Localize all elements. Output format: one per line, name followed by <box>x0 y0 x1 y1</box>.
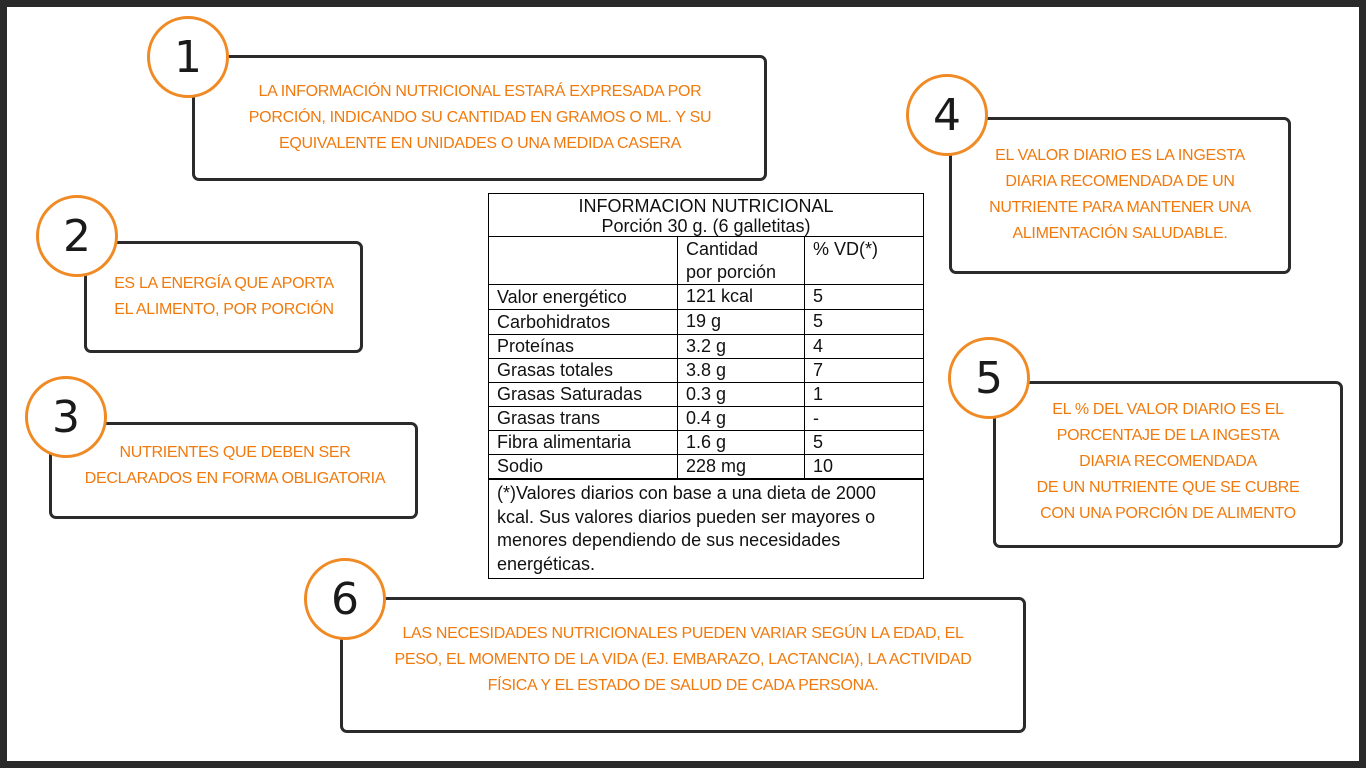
nutrition-header <box>489 194 923 237</box>
header-quantity-line1: Cantidad <box>686 239 759 259</box>
nutrition-serving: Porción 30 g. (6 galletitas) <box>601 216 811 236</box>
callout-text-5: EL % DEL VALOR DIARIO ES EL PORCENTAJE DE LA INGESTA DIARIA RECOMENDADA DE UN NUTRIENTE QUE SE CUBRE CON UNA PORCIÓN DE ALIMENTO <box>1036 401 1300 522</box>
table-row <box>489 455 923 479</box>
nutrition-title: INFORMACION NUTRICIONAL <box>578 196 834 216</box>
nutrient-name: Proteínas <box>489 335 678 359</box>
callout-badge-2: 2 <box>36 195 118 277</box>
table-row <box>489 310 923 335</box>
callout-text-6: LAS NECESIDADES NUTRICIONALES PUEDEN VARIAR SEGÚN LA EDAD, EL PESO, EL MOMENTO DE LA VIDA (EJ. EMBARAZO, LACTANCIA), LA ACTIVIDAD FÍSICA Y EL ESTADO DE SALUD DE CADA PERSONA. <box>394 625 972 694</box>
table-row <box>489 335 923 359</box>
callout-badge-6: 6 <box>304 558 386 640</box>
nutrient-amount: 121 kcal <box>678 285 805 310</box>
nutrient-amount: 0.3 g <box>678 383 805 407</box>
nutrient-vd: 10 <box>805 455 924 479</box>
table-row <box>489 383 923 407</box>
callout-badge-5: 5 <box>948 337 1030 419</box>
header-nutrient <box>489 237 678 285</box>
callout-text-4: EL VALOR DIARIO ES LA INGESTA DIARIA RECOMENDADA DE UN NUTRIENTE PARA MANTENER UNA ALIMENTACIÓN SALUDABLE. <box>989 147 1251 242</box>
nutrient-amount: 0.4 g <box>678 407 805 431</box>
nutrient-amount: 228 mg <box>678 455 805 479</box>
nutrition-grid <box>489 237 923 479</box>
header-vd: % VD(*) <box>805 237 924 285</box>
nutrient-name: Grasas Saturadas <box>489 383 678 407</box>
nutrient-vd: 5 <box>805 431 924 455</box>
nutrient-vd: - <box>805 407 924 431</box>
nutrient-name: Carbohidratos <box>489 310 678 335</box>
nutrient-amount: 3.2 g <box>678 335 805 359</box>
nutrient-amount: 19 g <box>678 310 805 335</box>
callout-badge-4: 4 <box>906 74 988 156</box>
nutrition-column-headers <box>489 237 923 285</box>
callout-badge-3: 3 <box>25 376 107 458</box>
callout-text-2: ES LA ENERGÍA QUE APORTA EL ALIMENTO, POR PORCIÓN <box>114 275 334 318</box>
nutrient-vd: 7 <box>805 359 924 383</box>
nutrient-name: Valor energético <box>489 285 678 310</box>
nutrition-facts-table <box>488 193 924 579</box>
nutrient-name: Sodio <box>489 455 678 479</box>
nutrient-name: Fibra alimentaria <box>489 431 678 455</box>
nutrition-footnote: (*)Valores diarios con base a una dieta de 2000 kcal. Sus valores diarios pueden ser mayores o menores dependiendo de sus necesidades energéticas. <box>489 479 923 578</box>
nutrient-name: Grasas trans <box>489 407 678 431</box>
header-quantity-line2: por porción <box>686 262 777 282</box>
callout-text-1: LA INFORMACIÓN NUTRICIONAL ESTARÁ EXPRESADA POR PORCIÓN, INDICANDO SU CANTIDAD EN GRAMOS O ML. Y SU EQUIVALENTE EN UNIDADES O UNA MEDIDA CASERA <box>248 83 712 152</box>
table-row <box>489 285 923 310</box>
nutrient-vd: 5 <box>805 310 924 335</box>
table-row <box>489 431 923 455</box>
nutrient-vd: 5 <box>805 285 924 310</box>
nutrient-vd: 4 <box>805 335 924 359</box>
nutrient-name: Grasas totales <box>489 359 678 383</box>
callout-text-3: NUTRIENTES QUE DEBEN SER DECLARADOS EN FORMA OBLIGATORIA <box>84 444 386 487</box>
callout-badge-1: 1 <box>147 16 229 98</box>
nutrient-amount: 3.8 g <box>678 359 805 383</box>
header-quantity <box>678 237 805 285</box>
table-row <box>489 407 923 431</box>
table-row <box>489 359 923 383</box>
nutrient-vd: 1 <box>805 383 924 407</box>
nutrient-amount: 1.6 g <box>678 431 805 455</box>
